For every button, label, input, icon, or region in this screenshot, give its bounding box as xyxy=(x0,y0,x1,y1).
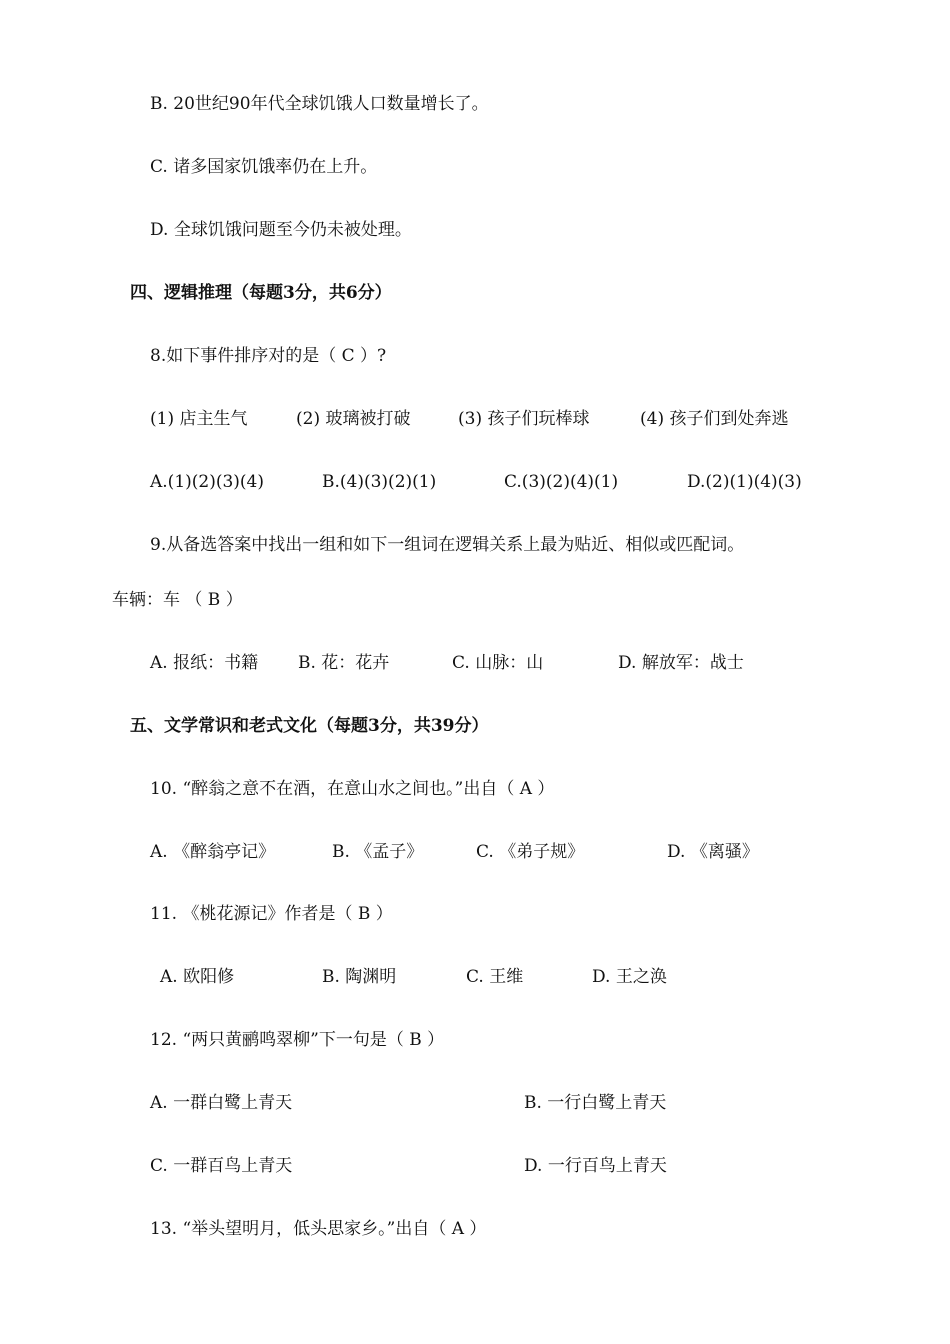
question-9-stem: 9.从备选答案中找出一组和如下一组词在逻辑关系上最为贴近、相似或匹配词。 xyxy=(150,535,745,555)
option-b: B.(4)(3)(2)(1) xyxy=(322,472,437,492)
question-8-options xyxy=(150,470,850,494)
question-8-stem: 8.如下事件排序对的是（ C ）? xyxy=(150,346,387,366)
event-2: (2) 玻璃被打破 xyxy=(296,409,411,429)
option-c: C. 王维 xyxy=(466,967,524,987)
option-a: A. 报纸：书籍 xyxy=(150,653,259,673)
question-13-stem: 13. “举头望明月，低头思家乡。”出自（ A ） xyxy=(150,1219,487,1239)
question-9-stem-cont: 车辆：车 （ B ） xyxy=(112,590,243,610)
option-d: D. 王之涣 xyxy=(592,967,667,987)
question-11-stem: 11. 《桃花源记》作者是（ B ） xyxy=(150,904,393,924)
option-d: D. 一行百鸟上青天 xyxy=(524,1156,667,1176)
option-a: A. 一群白鹭上青天 xyxy=(150,1093,293,1113)
question-12-options-row1 xyxy=(150,1091,850,1115)
option-c: C. 《弟子规》 xyxy=(476,842,585,862)
option-b: B. 《孟子》 xyxy=(332,842,424,862)
option-c: C. 山脉：山 xyxy=(452,653,544,673)
section-heading-logic: 四、逻辑推理（每题3分，共6分） xyxy=(130,283,392,303)
option-b: B. 花：花卉 xyxy=(298,653,390,673)
question-10-stem: 10. “醉翁之意不在酒，在意山水之间也。”出自（ A ） xyxy=(150,779,555,799)
option-a: A. 《醉翁亭记》 xyxy=(150,842,276,862)
option-a: A.(1)(2)(3)(4) xyxy=(150,472,265,492)
option-c: C. 一群百鸟上青天 xyxy=(150,1156,293,1176)
prev-option-d: D. 全球饥饿问题至今仍未被处理。 xyxy=(150,220,412,240)
question-12-stem: 12. “两只黄鹂鸣翠柳”下一句是（ B ） xyxy=(150,1030,445,1050)
event-4: (4) 孩子们到处奔逃 xyxy=(640,409,789,429)
event-1: (1) 店主生气 xyxy=(150,409,248,429)
prev-option-c: C. 诸多国家饥饿率仍在上升。 xyxy=(150,157,378,177)
option-d: D. 《离骚》 xyxy=(667,842,759,862)
option-b: B. 一行白鹭上青天 xyxy=(524,1093,667,1113)
option-d: D.(2)(1)(4)(3) xyxy=(687,472,802,492)
event-3: (3) 孩子们玩棒球 xyxy=(458,409,590,429)
question-9-options xyxy=(150,651,850,675)
question-10-options xyxy=(150,840,850,864)
prev-option-b: B. 20世纪90年代全球饥饿人口数量增长了。 xyxy=(150,94,489,114)
question-12-options-row2 xyxy=(150,1154,850,1178)
question-11-options xyxy=(160,965,860,989)
option-d: D. 解放军：战士 xyxy=(618,653,744,673)
section-heading-literature: 五、文学常识和老式文化（每题3分，共39分） xyxy=(130,716,489,736)
question-8-events xyxy=(150,407,850,431)
option-c: C.(3)(2)(4)(1) xyxy=(504,472,619,492)
option-b: B. 陶渊明 xyxy=(322,967,397,987)
option-a: A. 欧阳修 xyxy=(160,967,235,987)
